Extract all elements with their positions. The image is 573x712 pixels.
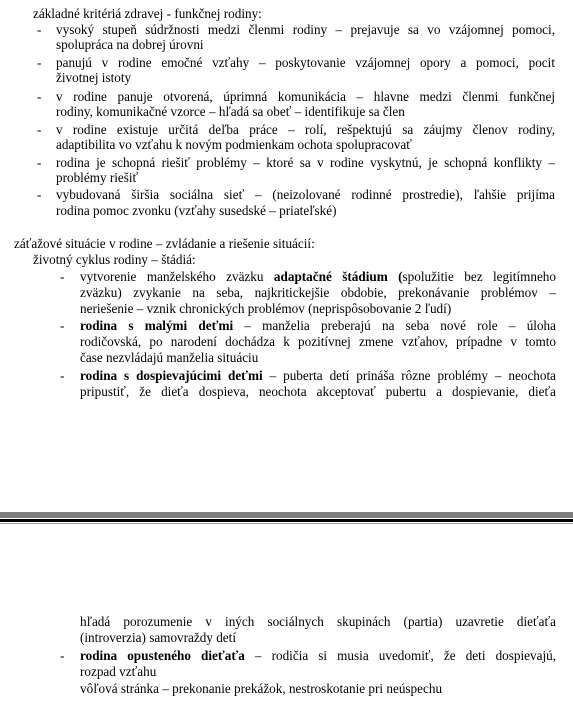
list-item-line: hľadá porozumenie v iných sociálnych skupinách (partia) uzavretie dieťaťa (80, 614, 556, 629)
life-cycle-subheading: životný cyklus rodiny – štádiá: (33, 252, 196, 267)
list-item-line: čase nezvládajú manželia situáciu (80, 350, 259, 365)
list-item-line: pripustiť, že dieťa dospieva, neochota akceptovať pubertu a dospievanie, dieťa (80, 384, 556, 399)
list-item-line: spolupráca na dobrej úrovni (56, 37, 204, 52)
list-item-line: rodina s dospievajúcimi deťmi – puberta detí prináša rôzne problémy – neochota (80, 368, 556, 383)
list-item-line: problémy riešiť (56, 170, 139, 185)
list-item-line: rodina je schopná riešiť problémy – ktoré sa v rodine vyskytnú, je schopná konflikty – (56, 155, 555, 170)
list-item-line: (introverzia) samovraždy detí (80, 630, 236, 645)
list-dash: - (37, 89, 42, 104)
list-item-line: panujú v rodine emočné vzťahy – poskytovanie vzájomnej opory a pomoci, pocit (56, 55, 555, 70)
page-break (0, 512, 573, 528)
list-item-line: vybudovaná širšia sociálna sieť – (neizolované rodinné prostredie), ľahšie prijíma (56, 187, 555, 202)
list-item-line: vytvorenie manželského zväzku adaptačné štádium (spolužitie bez legitímneho (80, 269, 556, 284)
list-item-line: rodičovská, po narodení dochádza k pozitívnej zmene vzťahov, prípadne v tomto (80, 334, 556, 349)
list-item-line: rodina opusteného dieťaťa – rodičia si musia uvedomiť, že deti dospievajú, (80, 648, 557, 663)
list-item-line: rodina s malými deťmi – manželia preberajú na seba nové role – úloha (80, 318, 556, 333)
page-break-shadow (0, 512, 573, 518)
page-2 (0, 528, 573, 712)
closing-line: vôľová stránka – prekonanie prekážok, nestroskotanie pri neúspechu (80, 681, 443, 696)
list-item-line: životnej istoty (56, 70, 132, 85)
list-dash: - (60, 318, 65, 333)
list-item-line: rodiny, komunikačné vzorce – hľadá sa obeť – identifikuje sa člen (56, 104, 405, 119)
page-break-edge (0, 523, 573, 524)
list-dash: - (37, 155, 42, 170)
list-dash: - (37, 122, 42, 137)
list-dash: - (60, 368, 65, 383)
list-item-line: v rodine panuje otvorená, úprimná komunikácia – hlavne medzi členmi funkčnej (56, 89, 555, 104)
list-item-line: v rodine existuje určitá deľba práce – rolí, rešpektujú sa záujmy členov rodiny, (56, 122, 555, 137)
list-dash: - (60, 648, 65, 663)
list-dash: - (37, 55, 42, 70)
list-item-line: rozpad vzťahu (80, 664, 157, 679)
stress-heading: záťažové situácie v rodine – zvládanie a riešenie situácií: (14, 236, 315, 251)
page-break-line (0, 519, 573, 522)
list-dash: - (37, 22, 42, 37)
list-dash: - (37, 187, 42, 202)
list-item-line: neriešenie – vznik chronických problémov (neprispôsobovanie 2 ľudí) (80, 301, 452, 316)
list-item-line: rodina pomoc zvonku (vzťahy susedské – priateľské) (56, 203, 337, 218)
criteria-heading: základné kritériá zdravej - funkčnej rodiny: (33, 6, 262, 21)
list-dash: - (60, 269, 65, 284)
list-item-line: zväzku) zvykanie na seba, najkritickejšie obdobie, prekonávanie problémov – (80, 285, 556, 300)
list-item-line: adaptibilita vo vzťahu k novým podmienkam ochota spolupracovať (56, 137, 412, 152)
list-item-line: vysoký stupeň súdržnosti medzi členmi rodiny – prejavuje sa vo vzájomnej pomoci, (56, 22, 555, 37)
